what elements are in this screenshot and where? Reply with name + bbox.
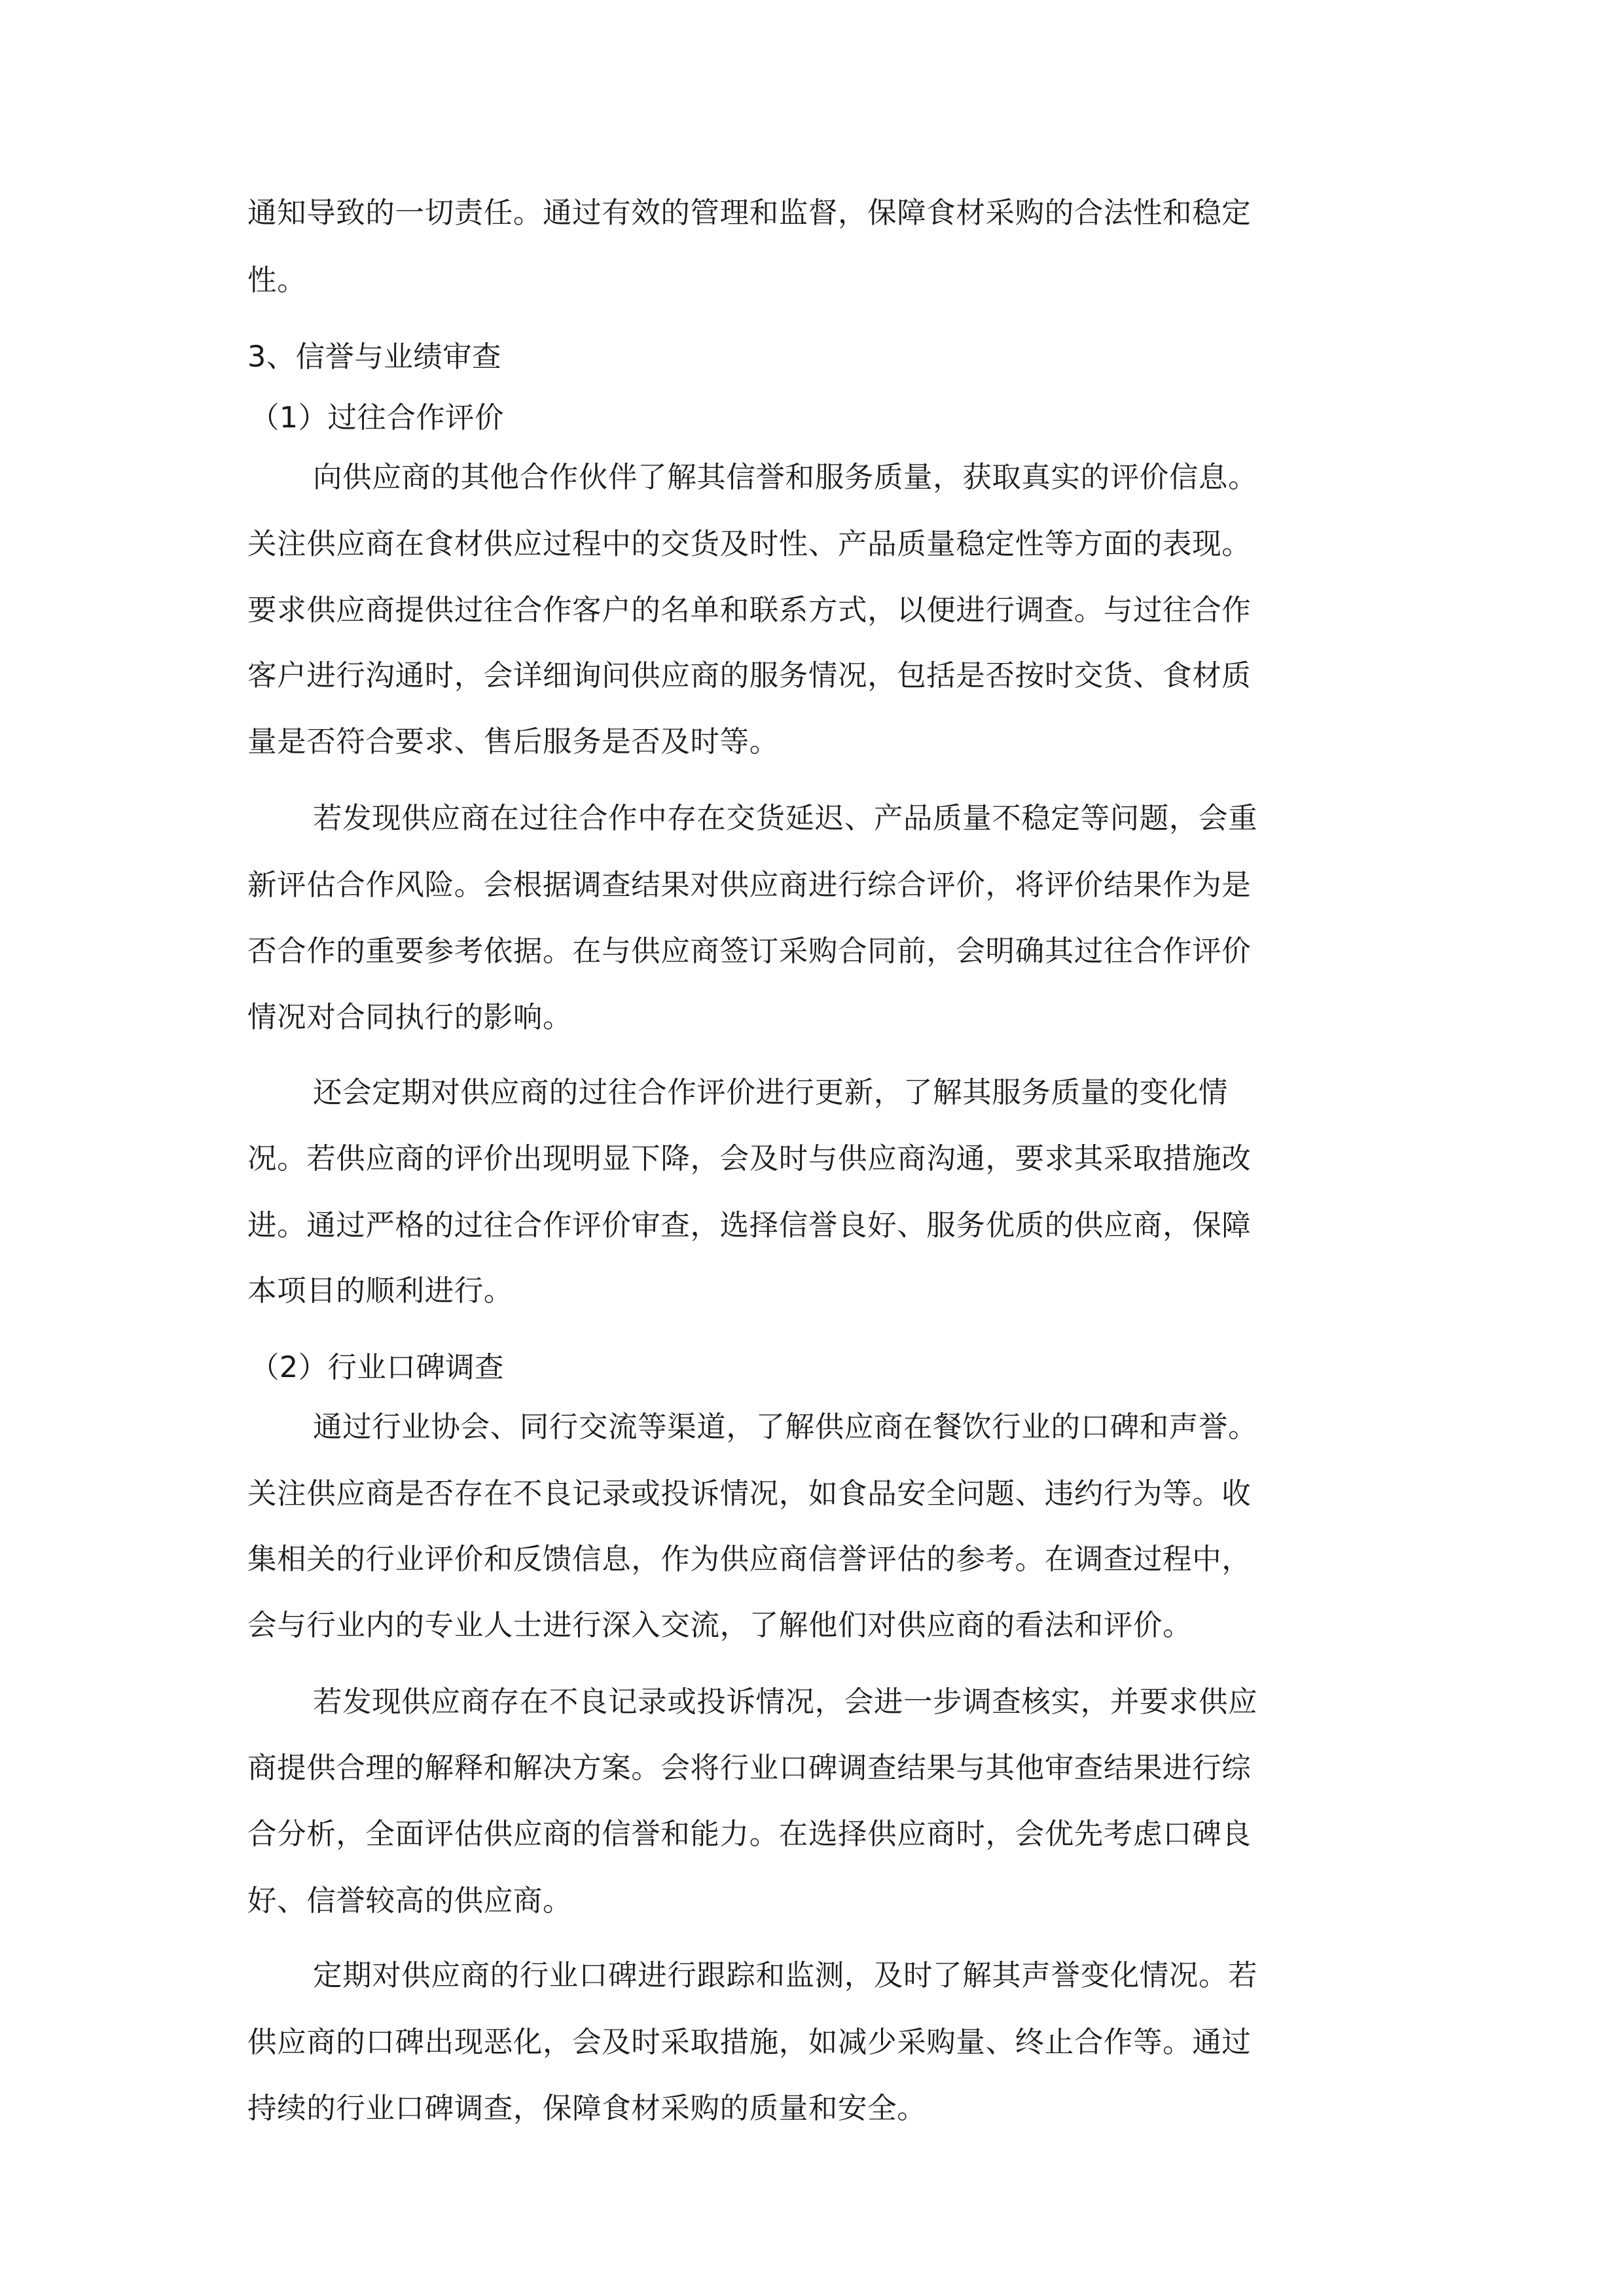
paragraph-line: 若发现供应商存在不良记录或投诉情况，会进一步调查核实，并要求供应 <box>313 1685 1258 1719</box>
paragraph-line: 集相关的行业评价和反馈信息，作为供应商信誉评估的参考。在调查过程中， <box>247 1543 1252 1576</box>
paragraph-line: 量是否符合要求、售后服务是否及时等。 <box>247 725 779 759</box>
paragraph-line: 好、信誉较高的供应商。 <box>247 1884 573 1918</box>
paragraph-line: 情况对合同执行的影响。 <box>247 1001 573 1034</box>
paragraph-line: 定期对供应商的行业口碑进行跟踪和监测，及时了解其声誉变化情况。若 <box>313 1959 1258 1992</box>
paragraph-line: 客户进行沟通时，会详细询问供应商的服务情况，包括是否按时交货、食材质 <box>247 659 1252 692</box>
paragraph-line: 关注供应商在食材供应过程中的交货及时性、产品质量稳定性等方面的表现。 <box>247 528 1252 561</box>
section-heading: 3、信誉与业绩审查 <box>247 340 501 374</box>
intro-line-2: 性。 <box>247 264 307 297</box>
intro-line-1: 通知导致的一切责任。通过有效的管理和监督，保障食材采购的合法性和稳定 <box>247 196 1252 230</box>
paragraph-line: 若发现供应商在过往合作中存在交货延迟、产品质量不稳定等问题，会重 <box>313 802 1258 835</box>
subsection-heading-1: （1）过往合作评价 <box>250 401 504 435</box>
paragraph-line: 况。若供应商的评价出现明显下降，会及时与供应商沟通，要求其采取措施改 <box>247 1142 1252 1175</box>
paragraph-line: 供应商的口碑出现恶化，会及时采取措施，如减少采购量、终止合作等。通过 <box>247 2026 1252 2059</box>
paragraph-line: 会与行业内的专业人士进行深入交流，了解他们对供应商的看法和评价。 <box>247 1609 1193 1642</box>
paragraph-line: 向供应商的其他合作伙伴了解其信誉和服务质量，获取真实的评价信息。 <box>313 461 1258 494</box>
paragraph-line: 还会定期对供应商的过往合作评价进行更新，了解其服务质量的变化情 <box>313 1076 1229 1109</box>
paragraph-line: 新评估合作风险。会根据调查结果对供应商进行综合评价，将评价结果作为是 <box>247 869 1252 902</box>
paragraph-line: 否合作的重要参考依据。在与供应商签订采购合同前，会明确其过往合作评价 <box>247 935 1252 968</box>
paragraph-line: 持续的行业口碑调查，保障食材采购的质量和安全。 <box>247 2092 927 2125</box>
paragraph-line: 进。通过严格的过往合作评价审查，选择信誉良好、服务优质的供应商，保障 <box>247 1209 1252 1242</box>
paragraph-line: 商提供合理的解释和解决方案。会将行业口碑调查结果与其他审查结果进行综 <box>247 1751 1252 1785</box>
paragraph-line: 关注供应商是否存在不良记录或投诉情况，如食品安全问题、违约行为等。收 <box>247 1477 1252 1511</box>
subsection-heading-2: （2）行业口碑调查 <box>250 1351 504 1384</box>
paragraph-line: 本项目的顺利进行。 <box>247 1274 513 1308</box>
paragraph-line: 通过行业协会、同行交流等渠道，了解供应商在餐饮行业的口碑和声誉。 <box>313 1410 1258 1444</box>
paragraph-line: 合分析，全面评估供应商的信誉和能力。在选择供应商时，会优先考虑口碑良 <box>247 1818 1252 1851</box>
paragraph-line: 要求供应商提供过往合作客户的名单和联系方式，以便进行调查。与过往合作 <box>247 594 1252 627</box>
